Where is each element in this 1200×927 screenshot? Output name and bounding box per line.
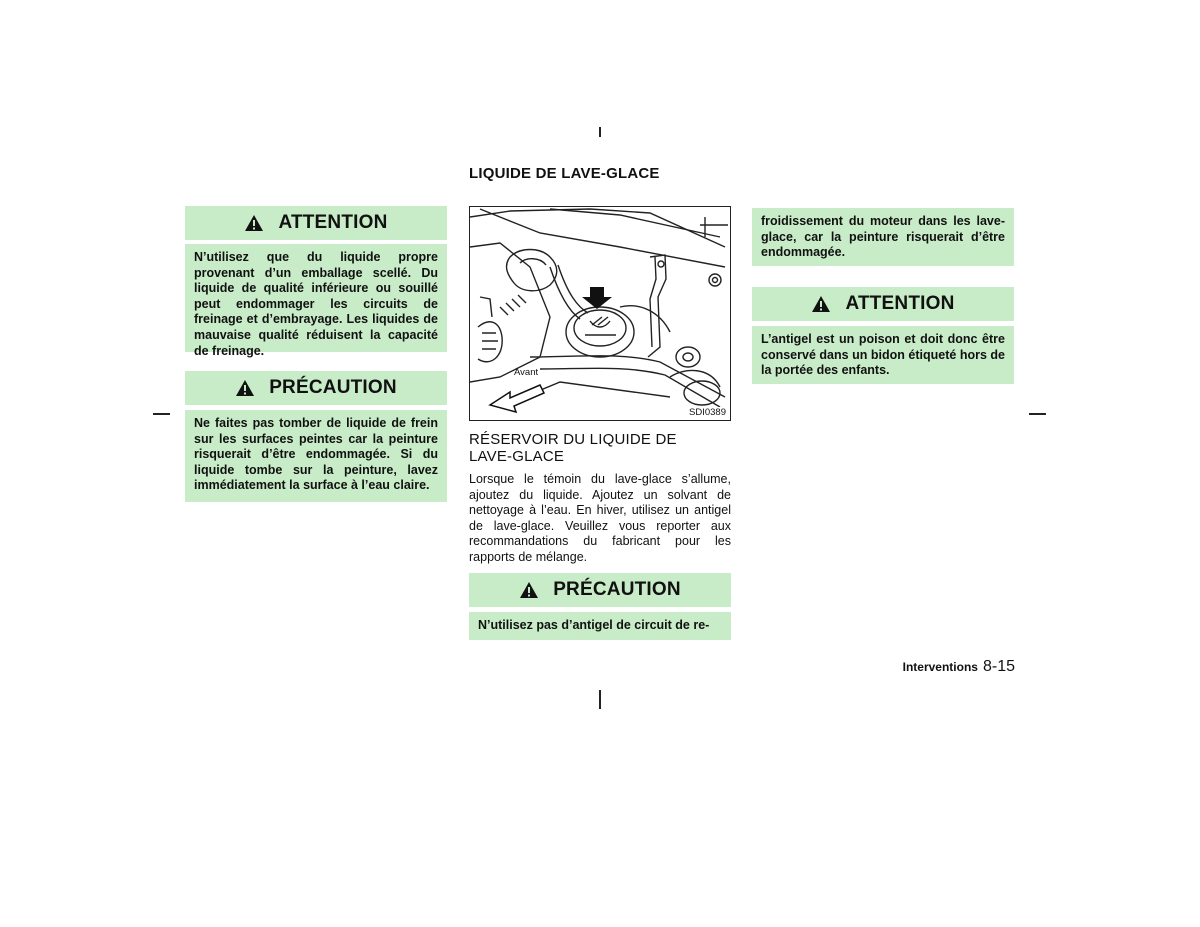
reservoir-paragraph: Lorsque le témoin du lave-glace s’allume, ajoutez du liquide. Ajoutez un solvant de nettoyage à l’eau. En hiver, utilisez un antigel de lave-glace. Veuillez vous reporter aux recommandations du fabricant pour les rapports de mélange. (469, 472, 731, 564)
page-footer (850, 658, 1015, 676)
warning-icon (244, 214, 264, 232)
attention-title: ATTENTION (278, 212, 388, 233)
crop-mark-right (1029, 413, 1046, 415)
front-label: Avant (514, 367, 539, 378)
page-number: 8-15 (982, 658, 1015, 675)
subsection-title (469, 431, 677, 465)
attention-header-left (185, 206, 447, 240)
chapter-name: Interventions (902, 660, 978, 674)
precaution-title: PRÉCAUTION (553, 579, 681, 600)
precaution-text-left: Ne faites pas tomber de liquide de frein sur les surfaces peintes car la peinture risquerait d’être endommagée. Si du liquide tombe sur la peinture, lavez immédiatement la surface à l’eau claire. (185, 410, 447, 502)
attention-title: ATTENTION (845, 293, 955, 314)
attention-text-right: L’antigel est un poison et doit donc être conservé dans un bidon étiqueté hors de la portée des enfants. (752, 326, 1014, 384)
attention-header-right (752, 287, 1014, 321)
section-title: LIQUIDE DE LAVE-GLACE (469, 165, 660, 182)
crop-mark-left (153, 413, 170, 415)
reservoir-figure (469, 206, 731, 421)
continued-text-right: froidissement du moteur dans les lave-glace, car la peinture risquerait d’être endommagée. (752, 208, 1014, 266)
warning-icon (235, 379, 255, 397)
figure-code: SDI0389 (689, 407, 726, 418)
subsection-title-line1: RÉSERVOIR DU LIQUIDE DE (469, 431, 677, 448)
precaution-header-left (185, 371, 447, 405)
warning-icon (519, 581, 539, 599)
subsection-title-line2: LAVE-GLACE (469, 448, 565, 465)
precaution-title: PRÉCAUTION (269, 377, 397, 398)
precaution-text-middle: N’utilisez pas d’antigel de circuit de re- (469, 612, 731, 640)
crop-mark-top (599, 127, 601, 137)
warning-icon (811, 295, 831, 313)
crop-mark-bottom (599, 690, 601, 709)
attention-text-left: N’utilisez que du liquide propre provenant d’un emballage scellé. Du liquide de qualité inférieure ou souillé peut endommager les circuits de freinage et d’embrayage. Les liquides de mauvaise qualité réduisent la capacité de freinage. (185, 244, 447, 352)
engine-bay-illustration (470, 207, 730, 420)
precaution-header-middle (469, 573, 731, 607)
